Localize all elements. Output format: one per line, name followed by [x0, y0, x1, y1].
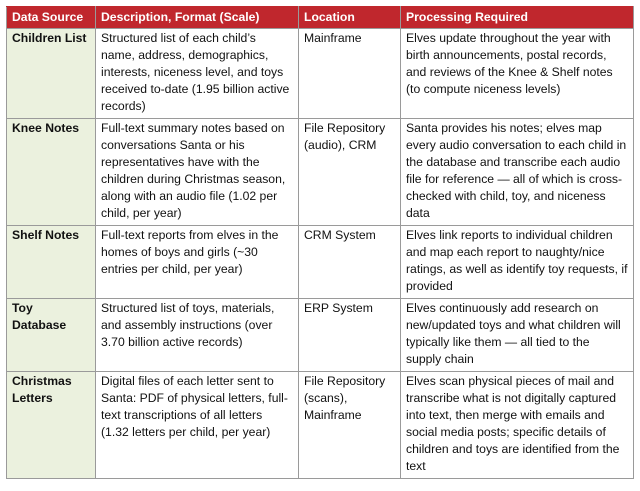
cell-data-source: Children List — [7, 29, 96, 119]
cell-processing: Elves update throughout the year with birth announcements, postal records, and reviews of the Knee & Shelf notes (to compute niceness levels) — [401, 29, 634, 119]
header-data-source: Data Source — [7, 7, 96, 29]
cell-processing: Elves continuously add research on new/updated toys and what children will typically like them — all tied to the supply chain — [401, 299, 634, 372]
cell-processing: Santa provides his notes; elves map every audio conversation to each child in the database and transcribe each audio file for reference — all of which is cross-checked with child, toy, and niceness data — [401, 119, 634, 226]
cell-processing: Elves scan physical pieces of mail and transcribe what is not digitally captured into text, then merge with emails and social media posts; specific details of children and toys are identified from the text — [401, 372, 634, 479]
cell-data-source: Knee Notes — [7, 119, 96, 226]
cell-description: Structured list of each child’s name, address, demographics, interests, niceness level, and toys received to-date (1.95 billion active records) — [96, 29, 299, 119]
table-row — [7, 119, 634, 226]
table-row — [7, 299, 634, 372]
cell-location: File Repository (scans), Mainframe — [299, 372, 401, 479]
table-row — [7, 372, 634, 479]
table-header-row — [7, 7, 634, 29]
header-description: Description, Format (Scale) — [96, 7, 299, 29]
cell-data-source: Christmas Letters — [7, 372, 96, 479]
cell-data-source: Toy Database — [7, 299, 96, 372]
cell-location: Mainframe — [299, 29, 401, 119]
data-sources-table — [6, 6, 634, 479]
cell-description: Structured list of toys, materials, and assembly instructions (over 3.70 billion active records) — [96, 299, 299, 372]
cell-location: ERP System — [299, 299, 401, 372]
header-location: Location — [299, 7, 401, 29]
table-row — [7, 29, 634, 119]
header-processing: Processing Required — [401, 7, 634, 29]
cell-description: Digital files of each letter sent to Santa: PDF of physical letters, full-text transcriptions of all letters (1.32 letters per child, per year) — [96, 372, 299, 479]
cell-description: Full-text summary notes based on conversations Santa or his representatives have with the children during Christmas season, along with an audio file (1.02 per child, per year) — [96, 119, 299, 226]
cell-data-source: Shelf Notes — [7, 226, 96, 299]
cell-processing: Elves link reports to individual children and map each report to naughty/nice ratings, as well as identify toy requests, if provided — [401, 226, 634, 299]
cell-location: CRM System — [299, 226, 401, 299]
cell-description: Full-text reports from elves in the homes of boys and girls (~30 entries per child, per year) — [96, 226, 299, 299]
table-row — [7, 226, 634, 299]
cell-location: File Repository (audio), CRM — [299, 119, 401, 226]
